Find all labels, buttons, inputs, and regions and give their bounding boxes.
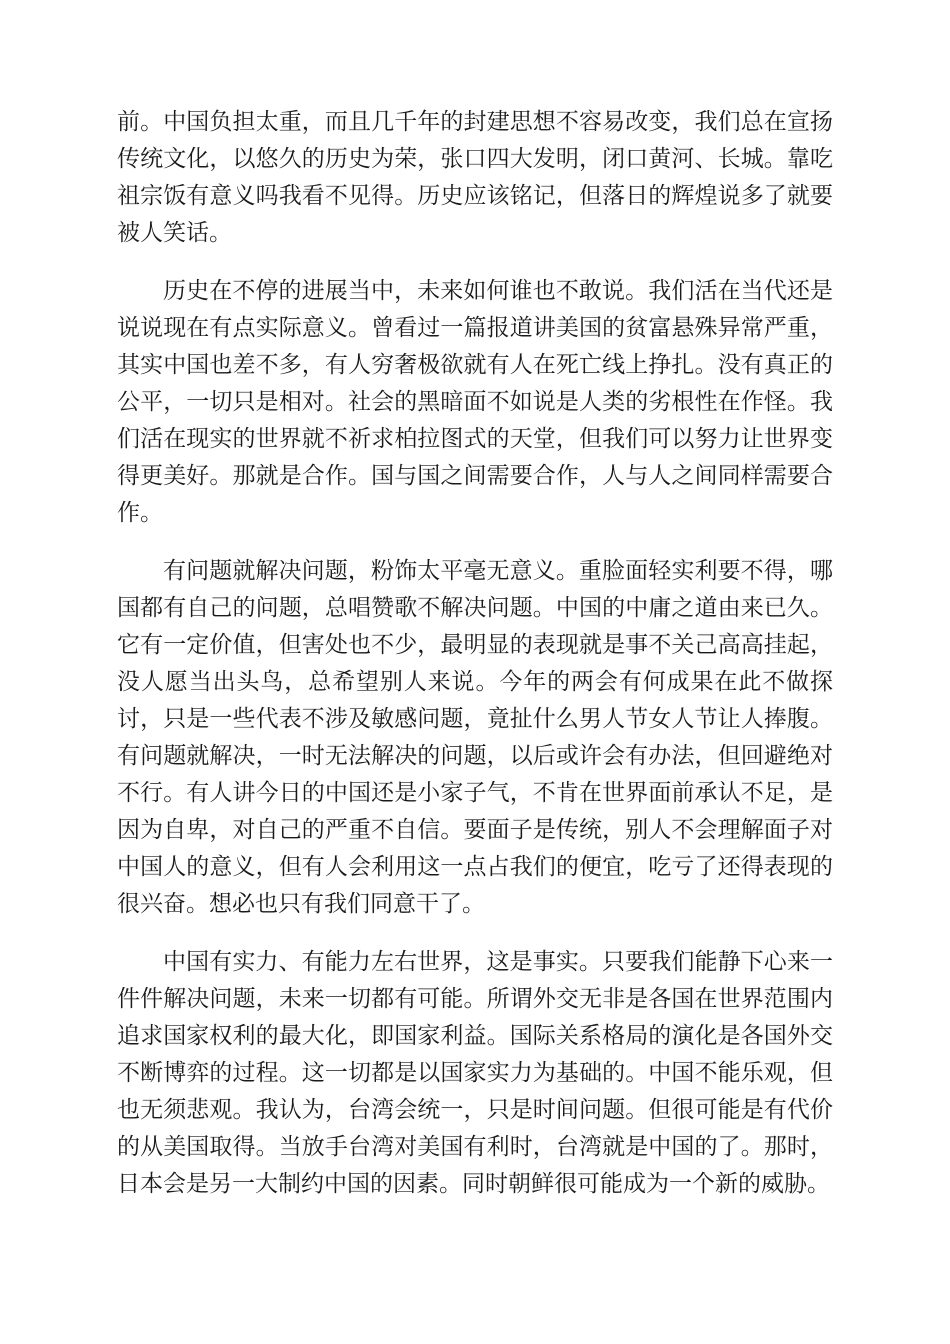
- document-body: [117, 104, 833, 1224]
- paragraph-2: 历史在不停的进展当中，未来如何谁也不敢说。我们活在当代还是说说现在有点实际意义。曾看过一篇报道讲美国的贫富悬殊异常严重，其实中国也差不多，有人穷奢极欲就有人在死亡线上挣扎。没有真正的公平，一切只是相对。社会的黑暗面不如说是人类的劣根性在作怪。我们活在现实的世界就不祈求柏拉图式的天堂，但我们可以努力让世界变得更美好。那就是合作。国与国之间需要合作，人与人之间同样需要合作。: [117, 278, 833, 526]
- paragraph-4: 中国有实力、有能力左右世界，这是事实。只要我们能静下心来一件件解决问题，未来一切都有可能。所谓外交无非是各国在世界范围内追求国家权利的最大化，即国家利益。国际关系格局的演化是各国外交不断博弈的过程。这一切都是以国家实力为基础的。中国不能乐观，但也无须悲观。我认为，台湾会统一，只是时间问题。但很可能是有代价的从美国取得。当放手台湾对美国有利时，台湾就是中国的了。那时，日本会是另一大制约中国的因素。同时朝鲜很可能成为一个新的威胁。: [117, 949, 833, 1197]
- paragraph-1: 前。中国负担太重，而且几千年的封建思想不容易改变，我们总在宣扬传统文化，以悠久的历史为荣，张口四大发明，闭口黄河、长城。靠吃祖宗饭有意义吗我看不见得。历史应该铭记，但落日的辉煌说多了就要被人笑话。: [117, 109, 833, 246]
- paragraph-3: 有问题就解决问题，粉饰太平毫无意义。重脸面轻实利要不得，哪国都有自己的问题，总唱赞歌不解决问题。中国的中庸之道由来已久。它有一定价值，但害处也不少，最明显的表现就是事不关己高高挂起，没人愿当出头鸟，总希望别人来说。今年的两会有何成果在此不做探讨，只是一些代表不涉及敏感问题，竟扯什么男人节女人节让人捧腹。有问题就解决，一时无法解决的问题，以后或许会有办法，但回避绝对不行。有人讲今日的中国还是小家子气，不肯在世界面前承认不足，是因为自卑，对自己的严重不自信。要面子是传统，别人不会理解面子对中国人的意义，但有人会利用这一点占我们的便宜，吃亏了还得表现的很兴奋。想必也只有我们同意干了。: [117, 558, 833, 917]
